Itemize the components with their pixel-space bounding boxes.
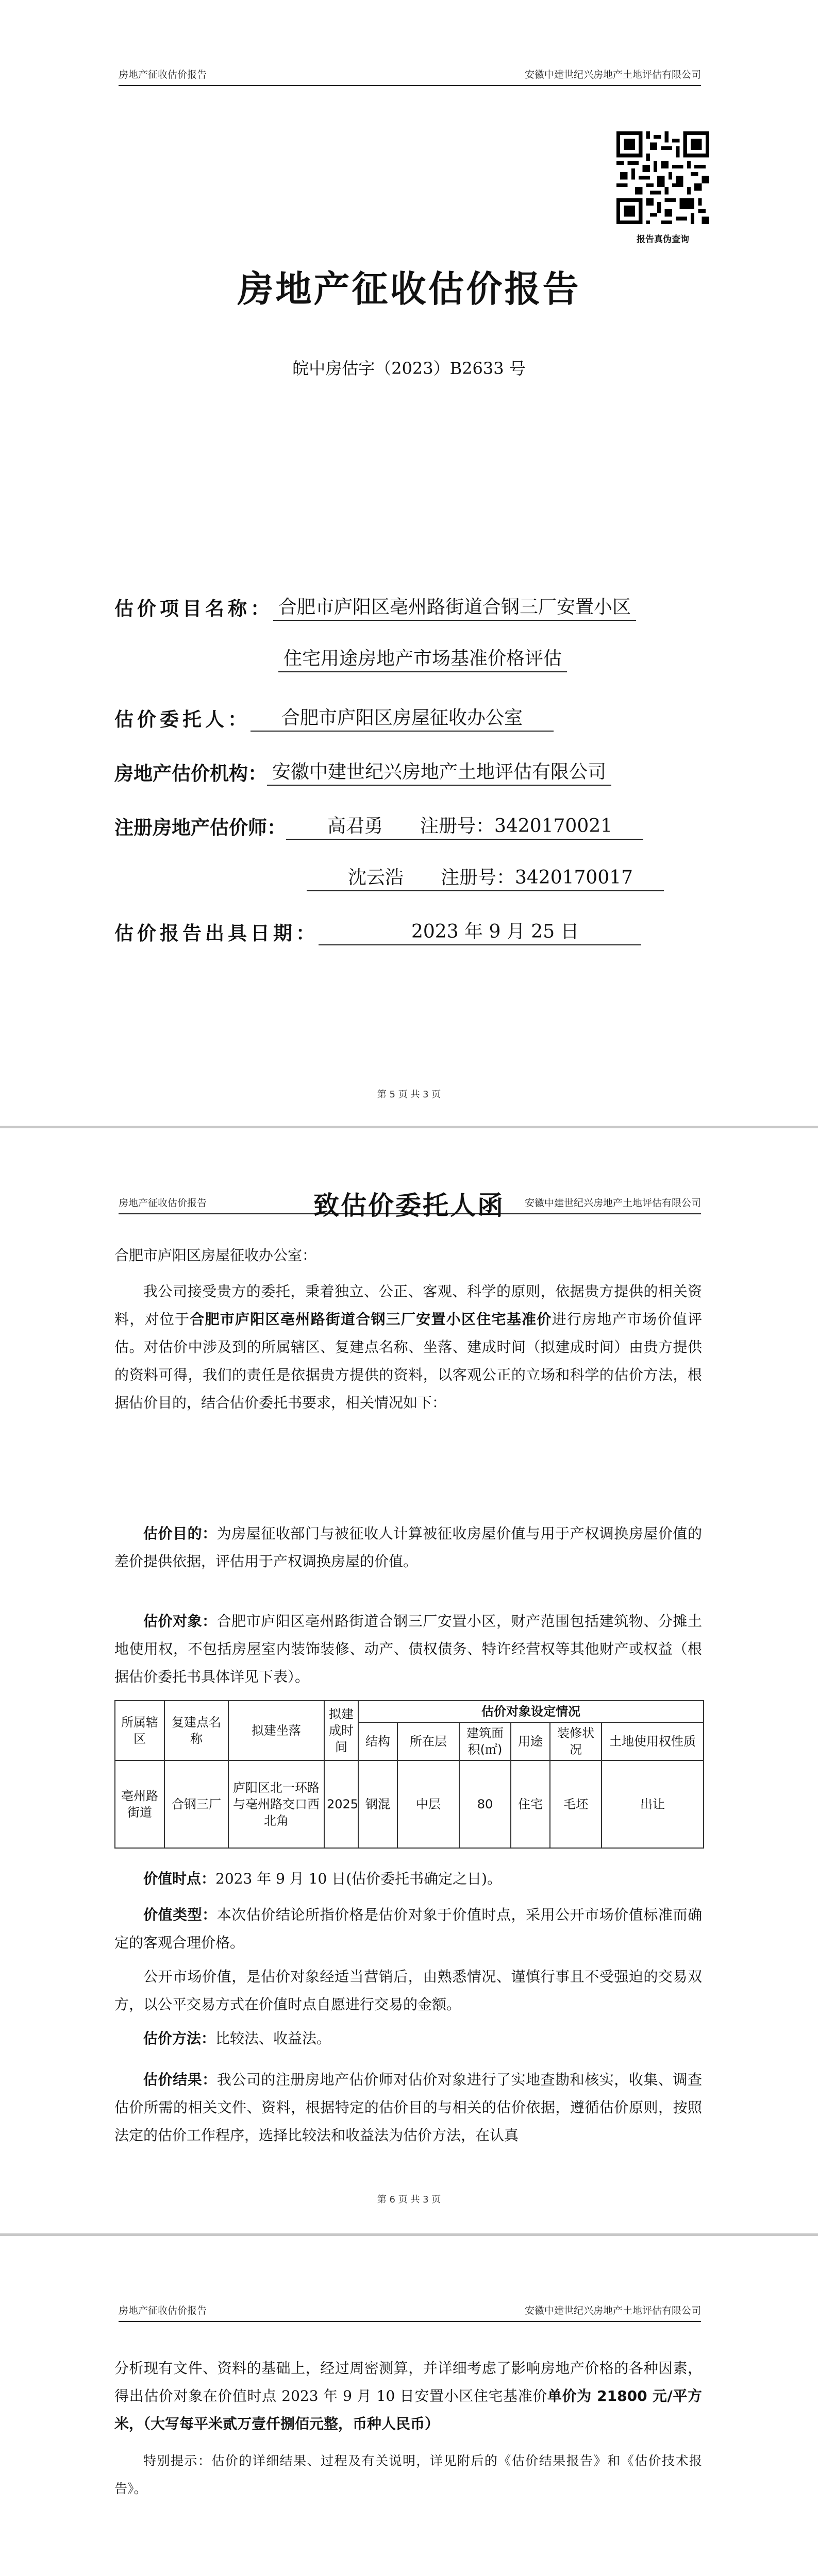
report-number: 皖中房估字（2023）B2633 号 xyxy=(292,359,526,378)
th-use: 用途 xyxy=(511,1722,550,1760)
intro-paragraph xyxy=(114,1278,702,1417)
valuer-2: 沈云浩 注册号：3420170017 xyxy=(307,863,664,891)
th-structure: 结构 xyxy=(358,1722,397,1760)
intro-highlight: 合肥市庐阳区亳州路街道合钢三厂安置小区住宅基准价 xyxy=(190,1311,552,1328)
agency-label: 房地产估价机构： xyxy=(114,762,267,785)
agency-value: 安徽中建世纪兴房地产土地评估有限公司 xyxy=(267,757,611,786)
project-name-label: 估价项目名称： xyxy=(114,597,273,620)
cell-area: 80 xyxy=(459,1760,511,1848)
header-right: 安徽中建世纪兴房地产土地评估有限公司 xyxy=(524,1197,701,1209)
method-label: 估价方法： xyxy=(143,2030,216,2047)
intro-text-a: 我公司接受贵方的委托，秉着独立、公正、客观、科学的原则，依据贵方提供的相关资料，对位于 xyxy=(114,1283,702,1328)
date-label: 估价报告出具日期： xyxy=(114,922,319,944)
agency-row xyxy=(114,757,611,786)
method-text: 比较法、收益法。 xyxy=(215,2030,331,2047)
qr-code-icon[interactable] xyxy=(616,131,709,224)
cell-built: 2025 xyxy=(324,1760,358,1848)
purpose-text: 为房屋征收部门与被征收人计算被征收房屋价值与用于产权调换房屋价值的差价提供依据，评估用于产权调换房屋的价值。 xyxy=(114,1525,702,1570)
th-district: 所属辖区 xyxy=(115,1701,164,1760)
value-type-text: 本次估价结论所指价格是估价对象于价值时点，采用公开市场价值标准而确定的客观合理价格。 xyxy=(114,1906,702,1951)
cell-decor: 毛坯 xyxy=(550,1760,602,1848)
th-area: 建筑面积(㎡) xyxy=(459,1722,511,1760)
th-site: 复建点名称 xyxy=(164,1701,228,1760)
cell-use: 住宅 xyxy=(511,1760,550,1848)
header-right: 安徽中建世纪兴房地产土地评估有限公司 xyxy=(524,69,701,80)
header-left: 房地产征收估价报告 xyxy=(119,2305,207,2316)
date-row xyxy=(114,917,641,945)
market-value-paragraph: 公开市场价值，是估价对象经适当营销后，由熟悉情况、谨慎行事且不受强迫的交易双方，以公平交易方式在价值时点自愿进行交易的金额。 xyxy=(114,1968,702,2013)
th-land: 土地使用权性质 xyxy=(602,1722,704,1760)
result-paragraph xyxy=(114,2066,702,2149)
purpose-paragraph xyxy=(114,1520,702,1575)
addressee: 合肥市庐阳区房屋征收办公室： xyxy=(114,1247,317,1264)
valuers-label: 注册房地产估价师： xyxy=(114,816,286,839)
header-right: 安徽中建世纪兴房地产土地评估有限公司 xyxy=(524,2305,701,2316)
th-decor: 装修状况 xyxy=(550,1722,602,1760)
object-label: 估价对象： xyxy=(143,1613,217,1630)
result-continued-paragraph xyxy=(114,2354,702,2438)
table-row xyxy=(115,1760,704,1848)
project-name-row xyxy=(114,592,636,621)
valuer-1: 高君勇 注册号：3420170021 xyxy=(286,811,643,840)
cell-district: 亳州路街道 xyxy=(115,1760,164,1848)
result-label: 估价结果： xyxy=(143,2071,217,2088)
intro-text-b: 进行房地产市场价值评估。对估价中涉及到的所属辖区、复建点名称、坐落、建成时间（拟建成时间）由贵方提供的资料可得，我们的责任是依据贵方提供的资料，以客观公正的立场和科学的估价方法，根据估价目的，结合估价委托书要求，相关情况如下： xyxy=(114,1311,702,1411)
cell-location: 庐阳区北一环路与亳州路交口西北角 xyxy=(228,1760,324,1848)
page-header xyxy=(119,67,701,86)
th-floor: 所在层 xyxy=(397,1722,459,1760)
result-cont-text: 分析现有文件、资料的基础上，经过周密测算，并详细考虑了影响房地产价格的各种因素，得出估价对象在价值时点 2023 年 9 月 10 日安置小区住宅基准价 xyxy=(114,2360,702,2404)
date-value: 2023 年 9 月 25 日 xyxy=(319,917,641,945)
purpose-label: 估价目的： xyxy=(143,1525,217,1542)
client-value: 合肥市庐阳区房屋征收办公室 xyxy=(251,703,554,732)
special-note: 特别提示：估价的详细结果、过程及有关说明，详见附后的《估价结果报告》和《估价技术报告》。 xyxy=(114,2453,702,2496)
project-name-value-2: 住宅用途房地产市场基准价格评估 xyxy=(278,644,567,672)
object-paragraph xyxy=(114,1607,702,1691)
valuation-object-table xyxy=(114,1700,704,1849)
th-location: 拟建坐落 xyxy=(228,1701,324,1760)
client-label: 估价委托人： xyxy=(114,708,251,731)
value-date-paragraph xyxy=(114,1865,702,1893)
cell-land: 出让 xyxy=(602,1760,704,1848)
cell-structure: 钢混 xyxy=(358,1760,397,1848)
client-row xyxy=(114,703,554,732)
page-number: 第 6 页 共 3 页 xyxy=(377,2194,441,2205)
project-name-value-1: 合肥市庐阳区亳州路街道合钢三厂安置小区 xyxy=(273,592,636,621)
letter-title: 致估价委托人函 xyxy=(313,1190,505,1221)
report-title: 房地产征收估价报告 xyxy=(237,267,581,310)
project-name-row-2 xyxy=(278,644,567,672)
value-date-text: 2023 年 9 月 10 日(估价委托书确定之日)。 xyxy=(215,1870,502,1887)
page-number: 第 5 页 共 3 页 xyxy=(377,1089,441,1100)
th-group: 估价对象设定情况 xyxy=(358,1701,704,1722)
value-type-label: 价值类型： xyxy=(143,1906,217,1923)
valuers-row xyxy=(114,811,643,840)
object-text: 合肥市庐阳区亳州路街道合钢三厂安置小区，财产范围包括建筑物、分摊土地使用权，不包括房屋室内装饰装修、动产、债权债务、特许经营权等其他财产或权益（根据估价委托书具体详见下表）。 xyxy=(114,1613,702,1685)
qr-caption: 报告真伪查询 xyxy=(637,234,689,245)
unit-price: 单价为 21800 元/平方米，（大写每平米贰万壹仟捌佰元整，币种人民币） xyxy=(114,2387,702,2432)
cell-floor: 中层 xyxy=(397,1760,459,1848)
valuers-row-2 xyxy=(307,863,664,891)
value-date-label: 价值时点： xyxy=(143,1870,216,1887)
page-header xyxy=(119,2303,701,2322)
method-paragraph xyxy=(114,2025,702,2053)
header-left: 房地产征收估价报告 xyxy=(119,1197,207,1209)
header-left: 房地产征收估价报告 xyxy=(119,69,207,80)
value-type-paragraph xyxy=(114,1901,702,1957)
cover-page xyxy=(0,0,818,1126)
cell-site: 合钢三厂 xyxy=(164,1760,228,1848)
th-built: 拟建成时间 xyxy=(324,1701,358,1760)
result-text: 我公司的注册房地产估价师对估价对象进行了实地查勘和核实，收集、调查估价所需的相关文件、资料，根据特定的估价目的与相关的估价依据，遵循估价原则，按照法定的估价工作程序，选择比较法和收益法为估价方法，在认真 xyxy=(114,2071,702,2144)
